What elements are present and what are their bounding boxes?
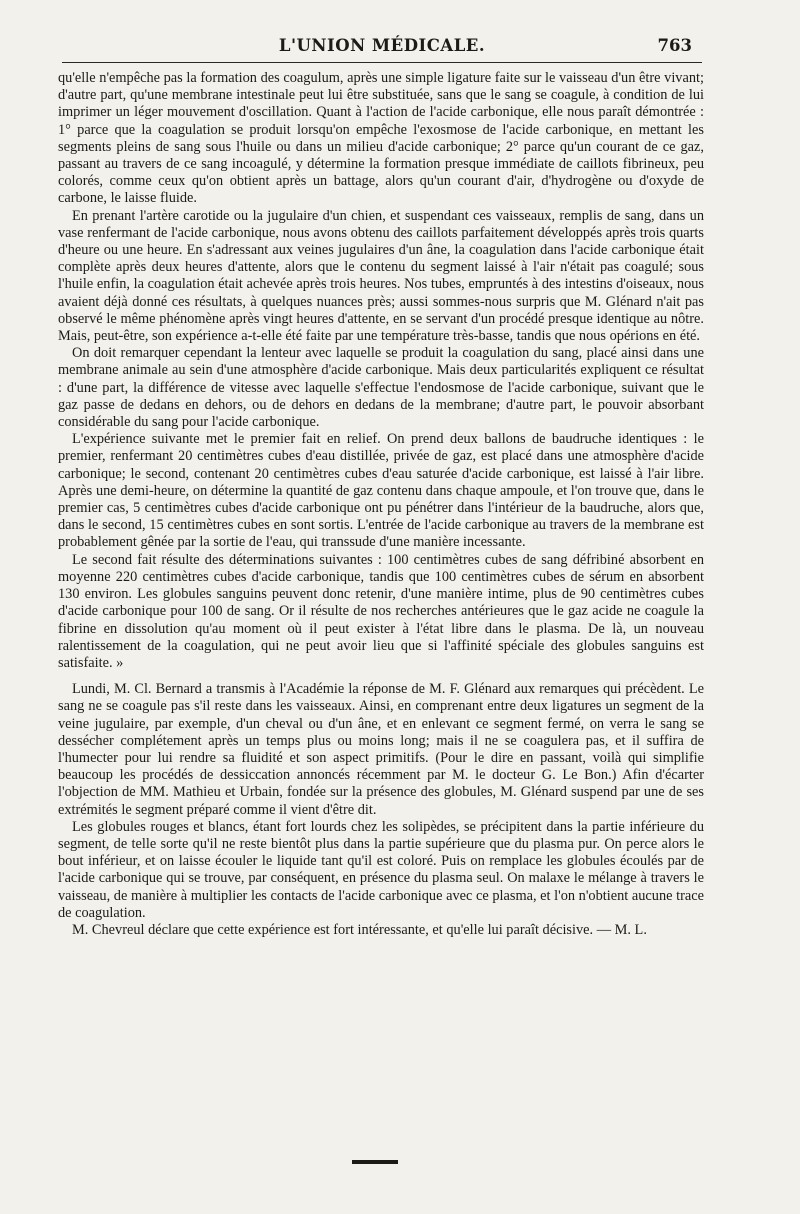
- paragraph: L'expérience suivante met le premier fait en relief. On prend deux ballons de baudruche identiques : le premier, renfermant 20 centimètres cubes d'eau distillée, privée de gaz, est placé dans une atmosphère d'acide carbonique; le second, contenant 20 centimètres cubes d'eau saturée d'acide carbonique, est laissé à l'air libre. Après une demi-heure, on détermine la quantité de gaz contenu dans chaque ampoule, et l'on trouve que, dans le premier cas, 5 centimètres cubes d'acide carbonique ont pu pénétrer dans l'intérieur de la baudruche, alors que, dans le second, 15 centimètres cubes en sont sortis. L'entrée de l'acide carbonique au travers de la membrane est probablement gênée par la sortie de l'eau, qui transsude d'une manière incessante.: [58, 431, 704, 551]
- paragraph: On doit remarquer cependant la lenteur avec laquelle se produit la coagulation du sang, placé ainsi dans une membrane animale au sein d'une atmosphère d'acide carbonique. Mais deux particularités expliquent ce résultat : d'une part, la différence de vitesse avec laquelle s'effectue l'endosmose de l'acide carbonique, suivant que le gaz passe de dedans en dehors, ou de dehors en dedans de la membrane; d'autre part, le pouvoir absorbant considérable du sang pour l'acide carbonique.: [58, 345, 704, 431]
- paragraph: Lundi, M. Cl. Bernard a transmis à l'Académie la réponse de M. F. Glénard aux remarques qui précèdent. Le sang ne se coagule pas s'il reste dans les vaisseaux. Ainsi, en comprenant entre deux ligatures un segment de la veine jugulaire, par exemple, d'un cheval ou d'un âne, et en enlevant ce segment fermé, on verra le sang se dessécher complétement après un temps plus ou moins long; mais il ne se coagulera pas, et il suffira de l'humecter pour lui rendre sa fluidité et son aspect primitifs. (Pour le dire en passant, voilà qui simplifie beaucoup les procédés de dessiccation annoncés récemment par M. le docteur G. Le Bon.) Afin d'écarter l'objection de MM. Mathieu et Urbain, fondée sur la présence des globules, M. Glénard suspend par une de ses extrémités le segment préparé comme il vient d'être dit.: [58, 681, 704, 818]
- section-gap: [58, 672, 704, 681]
- paragraph: M. Chevreul déclare que cette expérience est fort intéressante, et qu'elle lui paraît décisive. — M. L.: [72, 921, 647, 938]
- running-header: [62, 26, 702, 63]
- paragraph: Le second fait résulte des déterminations suivantes : 100 centimètres cubes de sang défribiné absorbent en moyenne 220 centimètres cubes d'acide carbonique, tandis que 100 centimètres cubes de sérum en absorbent 130 environ. Les globules sanguins peuvent donc retenir, d'une manière intime, plus de 90 centimètres cubes d'acide carbonique pour 100 de sang. Or il résulte de nos recherches antérieures que le gaz acide ne coagule la fibrine en dissolution qu'au moment où il peut exister à l'état libre dans le plasma. De là, un nouveau ralentissement de la coagulation, qui ne peut avoir lieu que si l'affinité spéciale des globules sanguins est satisfaite. »: [58, 551, 704, 671]
- paragraph: Les globules rouges et blancs, étant fort lourds chez les solipèdes, se précipitent dans la partie inférieure du segment, de telle sorte qu'il ne reste bientôt plus dans la partie supérieure que du plasma pur. On perce alors le bout inférieur, et on laisse écouler le liquide tant qu'il est coloré. Puis on remplace les globules écoulés par de l'acide carbonique qui se trouve, par conséquent, en présence du plasma seul. On malaxe le mélange à travers le vaisseau, de manière à multiplier les contacts de l'acide carbonique avec ce plasma, et l'on n'obtient aucune trace de coagulation.: [58, 818, 704, 921]
- page-number: 763: [657, 36, 692, 55]
- article-body: [58, 70, 704, 939]
- end-rule: [352, 1160, 398, 1164]
- journal-title: L'UNION MÉDICALE.: [278, 36, 486, 55]
- paragraph: qu'elle n'empêche pas la formation des coagulum, après une simple ligature faite sur le vaisseau d'un être vivant; d'autre part, qu'une membrane intestinale peut lui être substituée, sans que le sang se coagule, à condition de lui imprimer un léger mouvement d'oscillation. Quant à l'action de l'acide carbonique, elle nous paraît démontrée : 1° parce que la coagulation se produit lorsqu'on empêche l'exosmose de l'acide carbonique, en mettant les segments pleins de sang sous l'huile ou dans un milieu d'acide carbonique; 2° parce qu'un courant de ce gaz, passant au travers de ce sang incoagulé, y détermine la formation presque immédiate de caillots fibrineux, peu colorés, comme ceux qu'on obtient après un battage, alors qu'un courant d'air, d'hydrogène ou d'oxyde de carbone, le laisse fluide.: [58, 70, 704, 207]
- paragraph: En prenant l'artère carotide ou la jugulaire d'un chien, et suspendant ces vaisseaux, remplis de sang, dans un vase renfermant de l'acide carbonique, nous avons obtenu des caillots parfaitement développés après trois quarts d'heure ou une heure. En s'adressant aux veines jugulaires d'un âne, la coagulation dans l'acide carbonique était complète après deux heures d'attente, alors que le contenu du segment laissé à l'air n'était pas coagulé; sous l'huile enfin, la coagulation était achevée après trois heures. Nos tubes, empruntés à des intestins d'oiseaux, nous avaient déjà donné ces résultats, à quelques nuances près; aussi sommes-nous surpris que M. Glénard n'ait pas observé le même phénomène après vingt heures d'attente, en se servant d'un procédé presque identique au nôtre. Mais, peut-être, son expérience a-t-elle été faite par une température très-basse, tandis que nous opérions en été.: [58, 207, 704, 345]
